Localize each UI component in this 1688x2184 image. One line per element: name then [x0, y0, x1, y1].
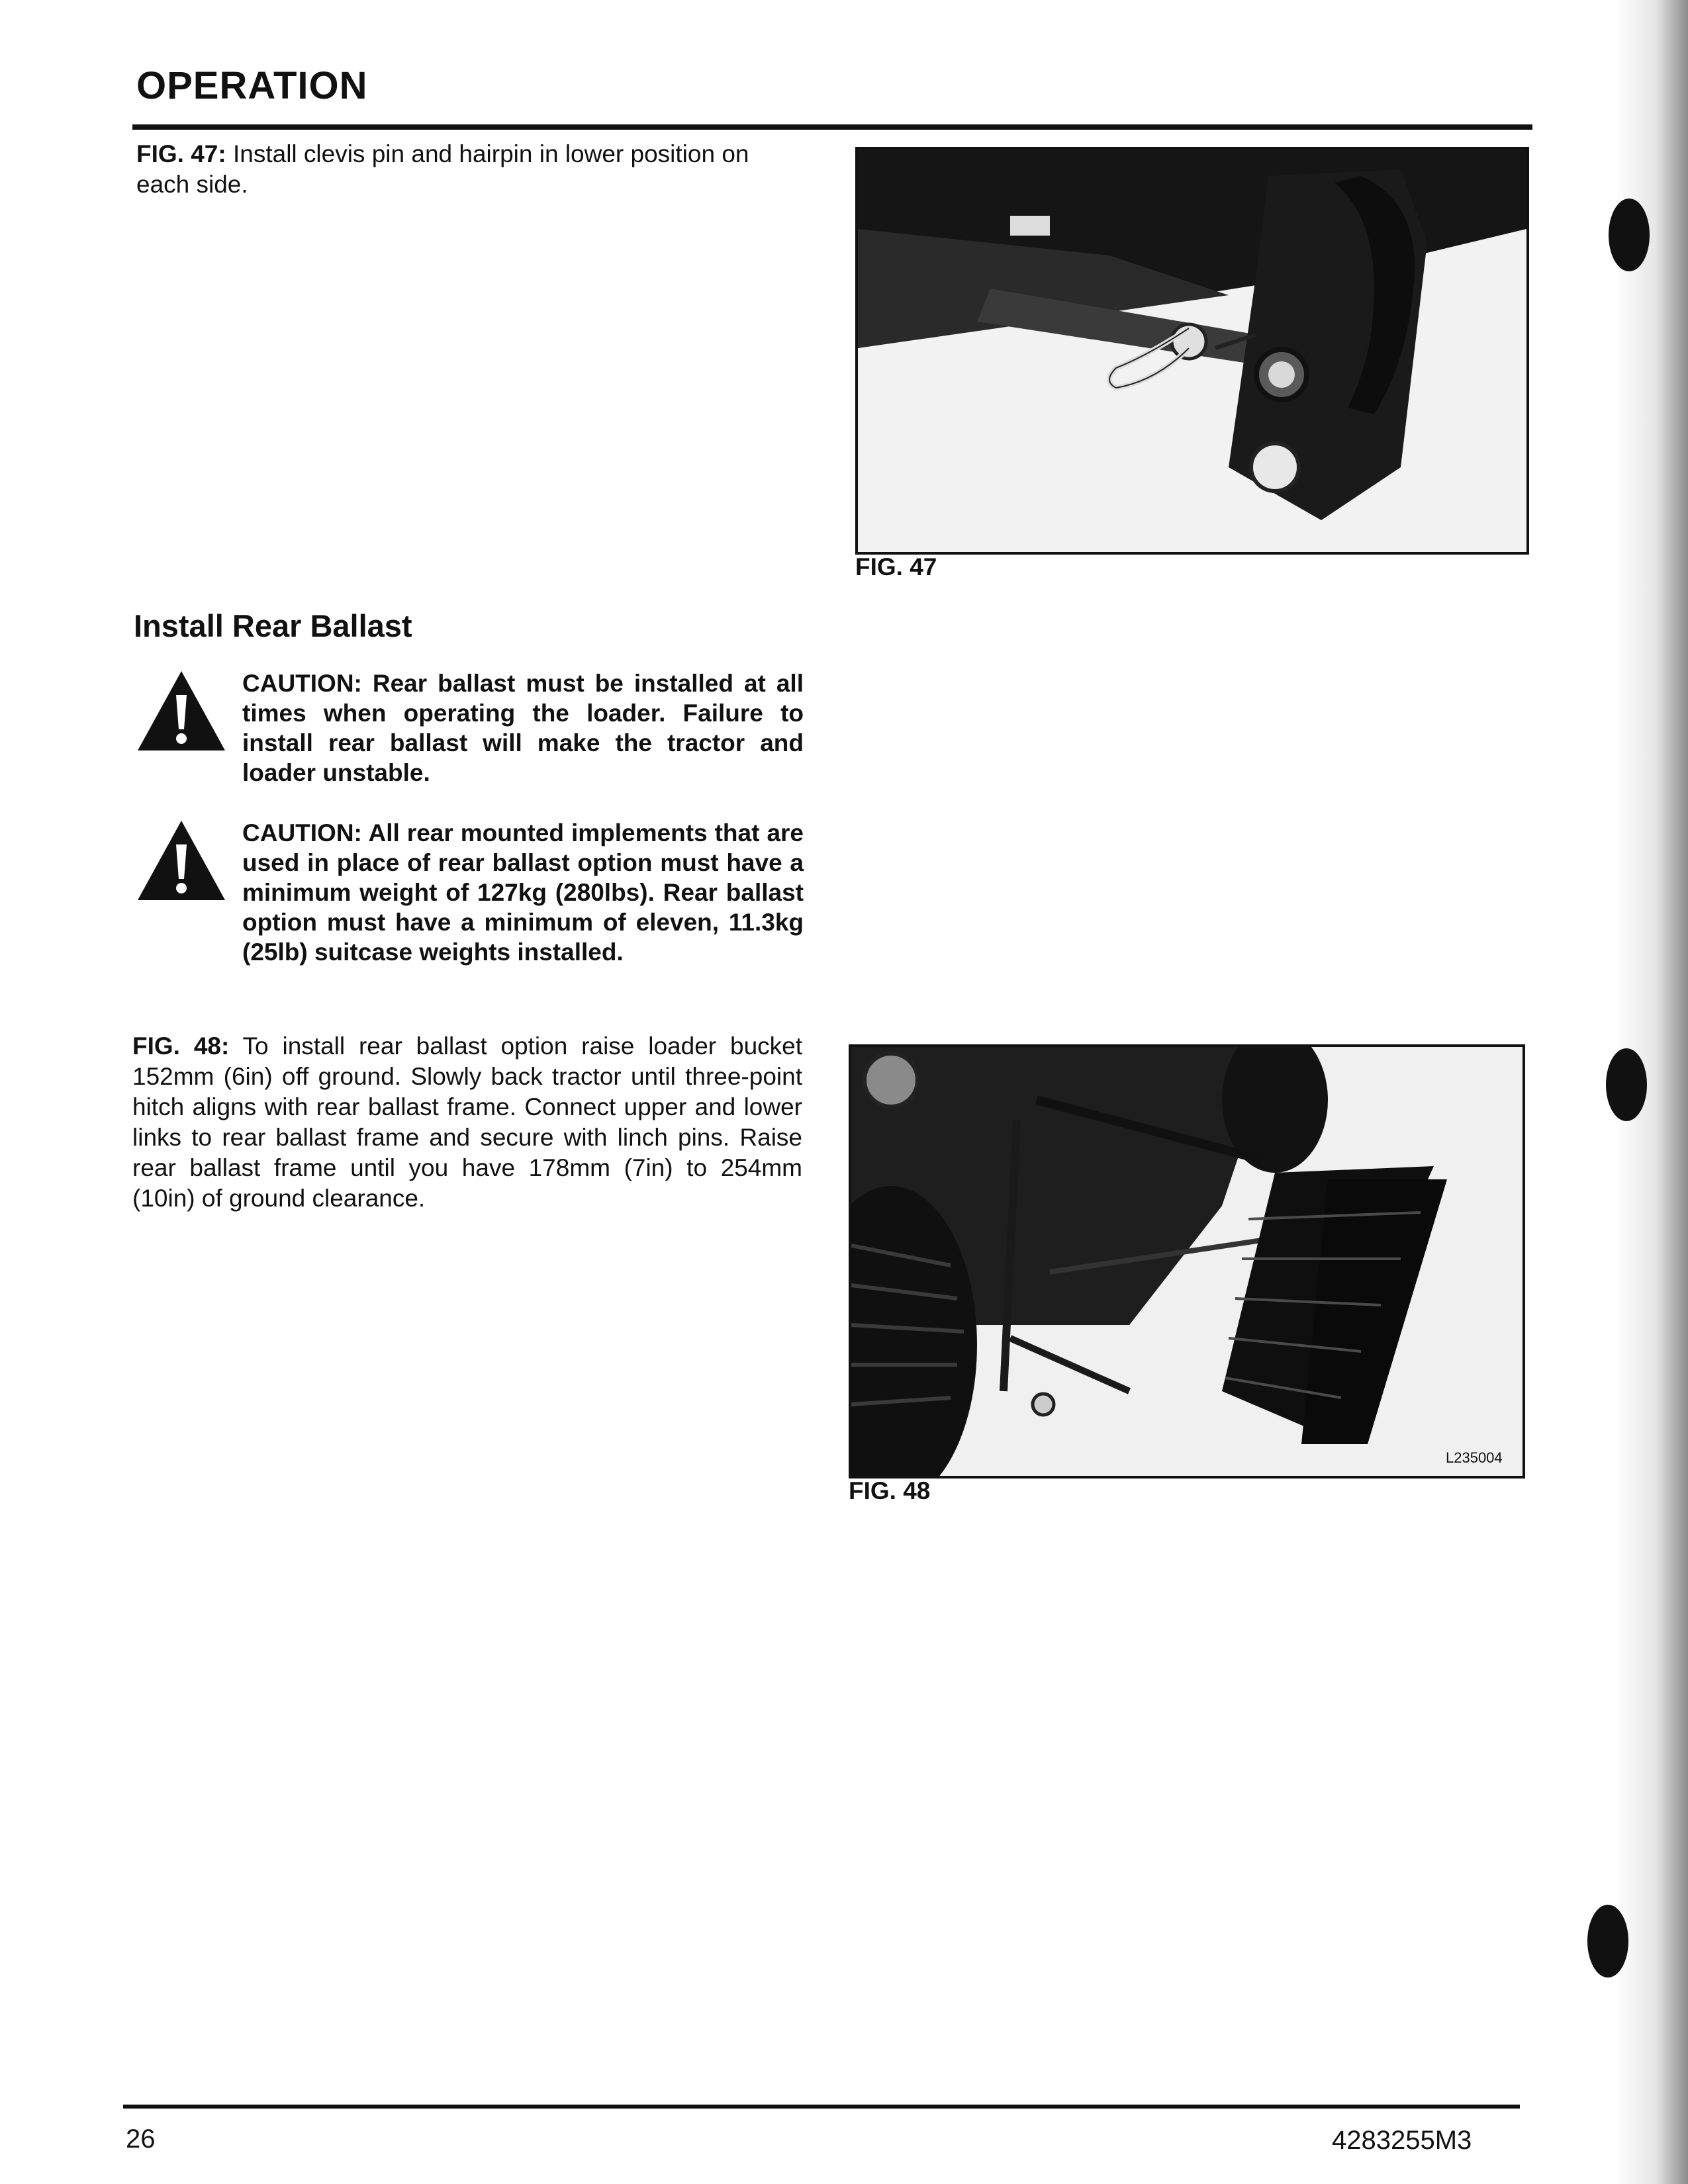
page-number: 26 — [126, 2124, 156, 2154]
warning-triangle-icon — [135, 668, 228, 753]
fig47-illustration — [858, 150, 1526, 552]
fig48-illustration — [851, 1047, 1523, 1476]
fig47-ref: FIG. 47: — [136, 140, 226, 167]
fig47-body: Install clevis pin and hairpin in lower position on each side. — [136, 140, 749, 198]
caution-text-1: CAUTION: Rear ballast must be installed at all times when operating the loader. Failure to install rear ballast will make the tractor and loader unstable. — [242, 670, 804, 786]
warning-triangle-icon — [135, 818, 228, 903]
fig48-photo — [849, 1044, 1525, 1479]
fig48-label: FIG. 48 — [849, 1477, 931, 1504]
document-number: 4283255M3 — [1332, 2126, 1472, 2155]
fig48-instruction — [132, 1031, 802, 1214]
binder-hole — [1587, 1905, 1628, 1978]
fig48-body: To install rear ballast option raise loader bucket 152mm (6in) off ground. Slowly back tractor until three-point hitch aligns with rear ballast frame. Connect upper and lower links to rear ballast frame and secure with linch pins. Raise rear ballast frame until you have 178mm (7in) to 254mm (10in) of ground clearance. — [132, 1032, 802, 1212]
fig47-instruction — [136, 139, 805, 200]
fig47-label: FIG. 47 — [855, 553, 937, 580]
fig47-photo — [855, 147, 1529, 555]
binder-hole — [1609, 199, 1650, 271]
page-title: OPERATION — [136, 64, 368, 107]
fig48-ref: FIG. 48: — [132, 1032, 230, 1060]
binder-hole — [1606, 1048, 1647, 1121]
footer-rule — [123, 2105, 1520, 2109]
section-heading: Install Rear Ballast — [134, 608, 412, 643]
figure-code: L235004 — [1446, 1449, 1503, 1466]
caution-text-2: CAUTION: All rear mounted implements that are used in place of rear ballast option must have a minimum weight of 127kg (280lbs). Rear ballast option must have a minimum of eleven, 11.3kg (25lb) suitcase weights installed. — [242, 819, 804, 966]
header-rule — [132, 124, 1532, 130]
